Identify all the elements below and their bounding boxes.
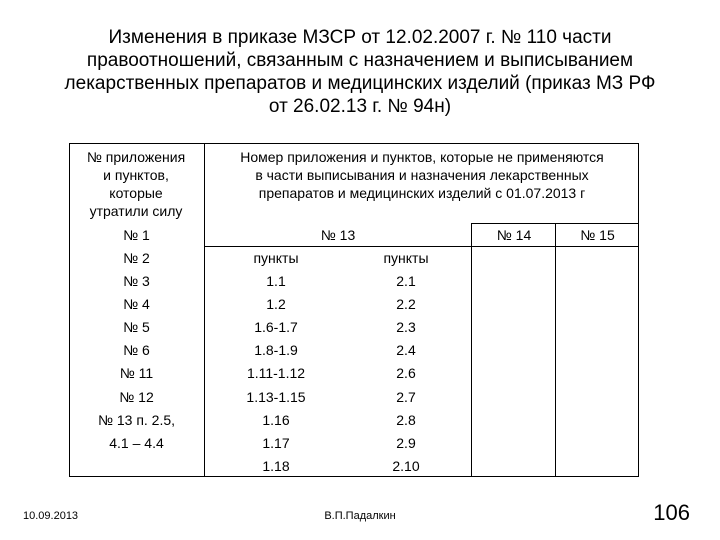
title-line-4: от 26.02.13 г. № 94н) [268, 96, 452, 117]
group-15-header: № 15 [580, 227, 615, 243]
sub-a-cell: 1.11-1.12 [246, 365, 306, 381]
header-right-line-2: в части выписывания и назначения лекарственных [255, 167, 589, 183]
header-left [69, 148, 203, 220]
sub-a-cell: 1.8-1.9 [254, 342, 298, 358]
sub-a-cell: 1.13-1.15 [246, 389, 306, 405]
left-cell: № 13 п. 2.5, [97, 412, 176, 428]
left-cell: № 6 [123, 342, 150, 358]
sub-b-cell: 2.3 [396, 319, 416, 335]
sub-b-cell: 2.8 [396, 412, 416, 428]
group-13-header: № 13 [320, 227, 356, 243]
header-right-line-1: Номер приложения и пунктов, которые не применяются [240, 149, 604, 165]
title-line-3: лекарственных препаратов и медицинских изделий (приказ МЗ РФ [64, 73, 656, 94]
sub-b-cell: 2.10 [392, 458, 420, 474]
sub-b-cell: 2.4 [396, 342, 416, 358]
header-right [205, 148, 639, 202]
sub-b-label: пункты [383, 250, 429, 266]
sub-b-cell: 2.7 [396, 389, 416, 405]
left-cell: № 3 [123, 273, 150, 289]
footer-date: 10.09.2013 [23, 510, 79, 522]
left-cell: 4.1 – 4.4 [109, 435, 164, 451]
left-cell: № 12 [119, 389, 154, 405]
header-left-line-1: № приложения [86, 149, 186, 165]
left-cell: № 5 [123, 319, 150, 335]
sub-b-cell: 2.9 [396, 435, 416, 451]
left-cell: № 4 [123, 296, 150, 312]
header-right-line-3: препаратов и медицинских изделий с 01.07.2013 г [258, 185, 586, 201]
title-line-1: Изменения в приказе МЗСР от 12.02.2007 г. № 110 части [108, 27, 612, 48]
sub-b-cell: 2.6 [396, 365, 416, 381]
group-14-header: № 14 [496, 227, 532, 243]
left-cell: № 11 [119, 365, 154, 381]
sub-a-cell: 1.16 [262, 412, 290, 428]
sub-a-cell: 1.2 [266, 296, 286, 312]
sub-a-cell: 1.6-1.7 [254, 319, 298, 335]
sub-b-cell: 2.2 [396, 296, 416, 312]
left-cell: № 1 [123, 227, 150, 243]
left-cell: № 2 [123, 250, 150, 266]
header-left-line-2: и пунктов, [103, 167, 169, 183]
sub-a-cell: 1.1 [266, 273, 286, 289]
slide-title [20, 26, 700, 118]
header-left-line-4: утратили силу [89, 203, 183, 219]
sub-a-label: пункты [253, 250, 299, 266]
footer-author: В.П.Падалкин [324, 510, 396, 522]
header-left-line-3: которые [109, 185, 163, 201]
title-line-2: правоотношений, связанным с назначением и выписыванием [86, 50, 634, 71]
sub-b-cell: 2.1 [396, 273, 416, 289]
sub-a-cell: 1.17 [262, 435, 290, 451]
page-number: 106 [653, 500, 690, 525]
sub-a-cell: 1.18 [262, 458, 290, 474]
